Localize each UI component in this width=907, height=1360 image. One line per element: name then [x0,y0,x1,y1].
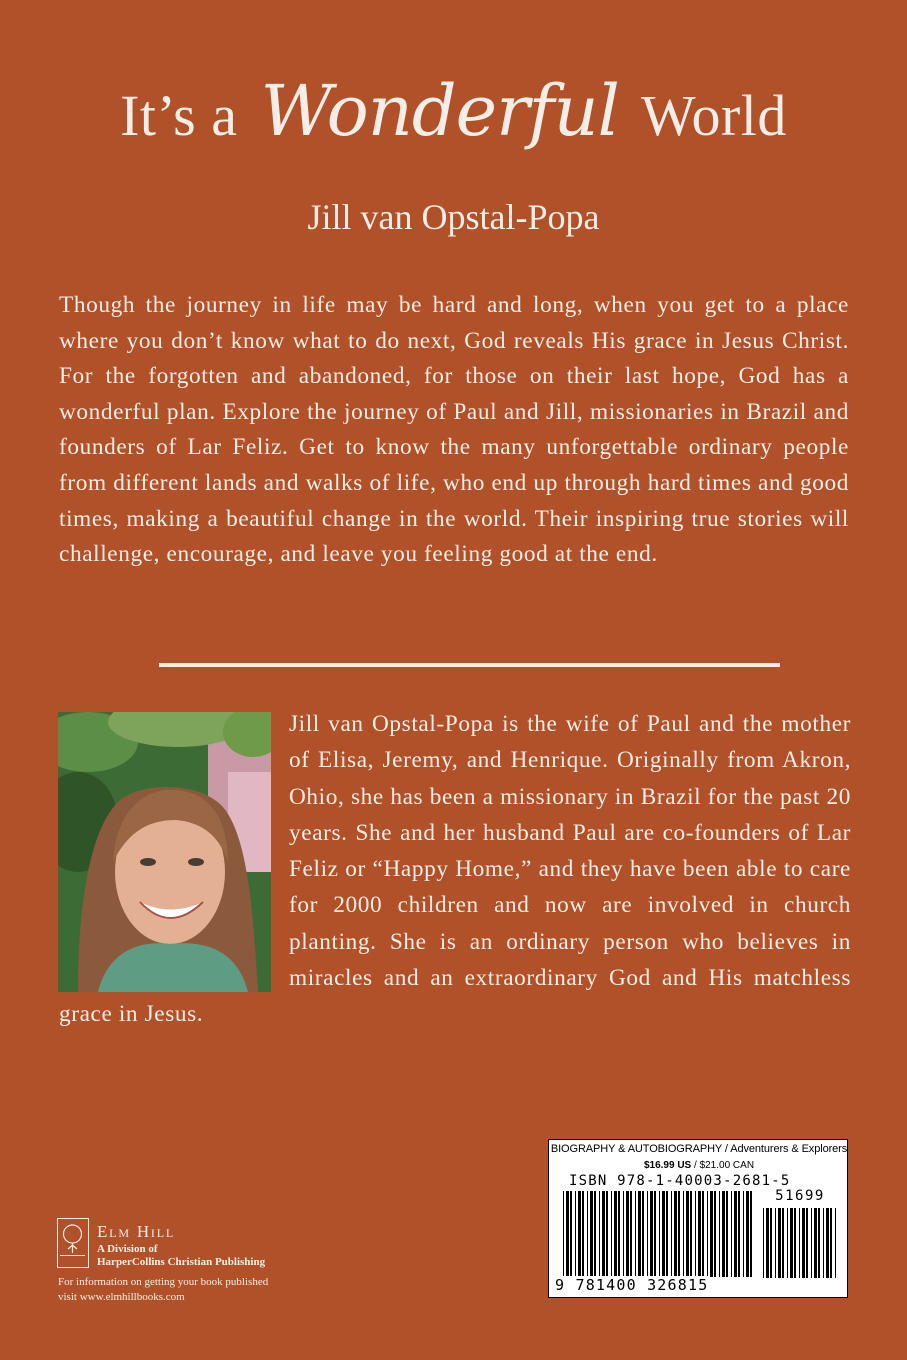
publisher-info-2: visit www.elmhillbooks.com [58,1291,185,1303]
tree-icon [58,1219,87,1266]
price-us: $16.99 US [643,1160,692,1171]
publisher-name: Elm Hill [97,1222,175,1241]
publisher-info-1: For information on getting your book published [58,1276,269,1288]
author-photo [58,712,271,992]
author-portrait-image [58,712,271,992]
elm-hill-logo [57,1218,89,1268]
barcode-label [548,1139,848,1298]
barcode-main-bars [561,1191,755,1281]
book-title [0,70,907,152]
section-divider [159,663,780,667]
barcode-price [549,1160,849,1171]
barcode-isbn: ISBN 978-1-40003-2681-5 [569,1173,791,1189]
author-name: Jill van Opstal-Popa [307,197,600,237]
book-blurb: Though the journey in life may be hard and long, when you get to a place where you don’t know what to do next, God reveals His grace in Jesus Christ. For the forgotten and abandoned, for those on their last hope, God has a wonderful plan. Explore the journey of Paul and Jill, missionaries in Brazil and founders of Lar Feliz. Get to know the many unforgettable ordinary people from different lands and walks of life, who end up through hard times and good times, making a beautiful change in the world. Their inspiring true stories will challenge, encourage, and leave you feeling good at the end. [59,292,849,568]
publisher-division-1: A Division of [97,1243,158,1255]
barcode-category: BIOGRAPHY & AUTOBIOGRAPHY / Adventurers & Explorers [550,1143,848,1155]
title-prefix: It’s a [120,83,238,148]
author-bio-text: Jill van Opstal-Popa is the wife of Paul and the mother of Elisa, Jeremy, and Henrique. Originally from Akron, Ohio, she has been a missionary in Brazil for the past 20 years. She and her husband Paul are co-founders of Lar Feliz or “Happy Home,” and they have been able to care for 2000 children and now are involved in church planting. She is an ordinary person who believes in miracles and an extraordinary God and His matchless grace in Jesus. [59,711,851,1028]
price-separator: / [691,1160,700,1171]
title-suffix: World [640,83,787,148]
barcode-addon-number: 51699 [775,1188,825,1204]
barcode-ean-number: 9 781400 326815 [555,1276,709,1294]
title-script-word: Wonderful [260,70,619,152]
price-can: $21.00 CAN [699,1160,755,1171]
publisher-division-2: HarperCollins Christian Publishing [97,1256,266,1268]
barcode-addon-bars [761,1208,839,1298]
